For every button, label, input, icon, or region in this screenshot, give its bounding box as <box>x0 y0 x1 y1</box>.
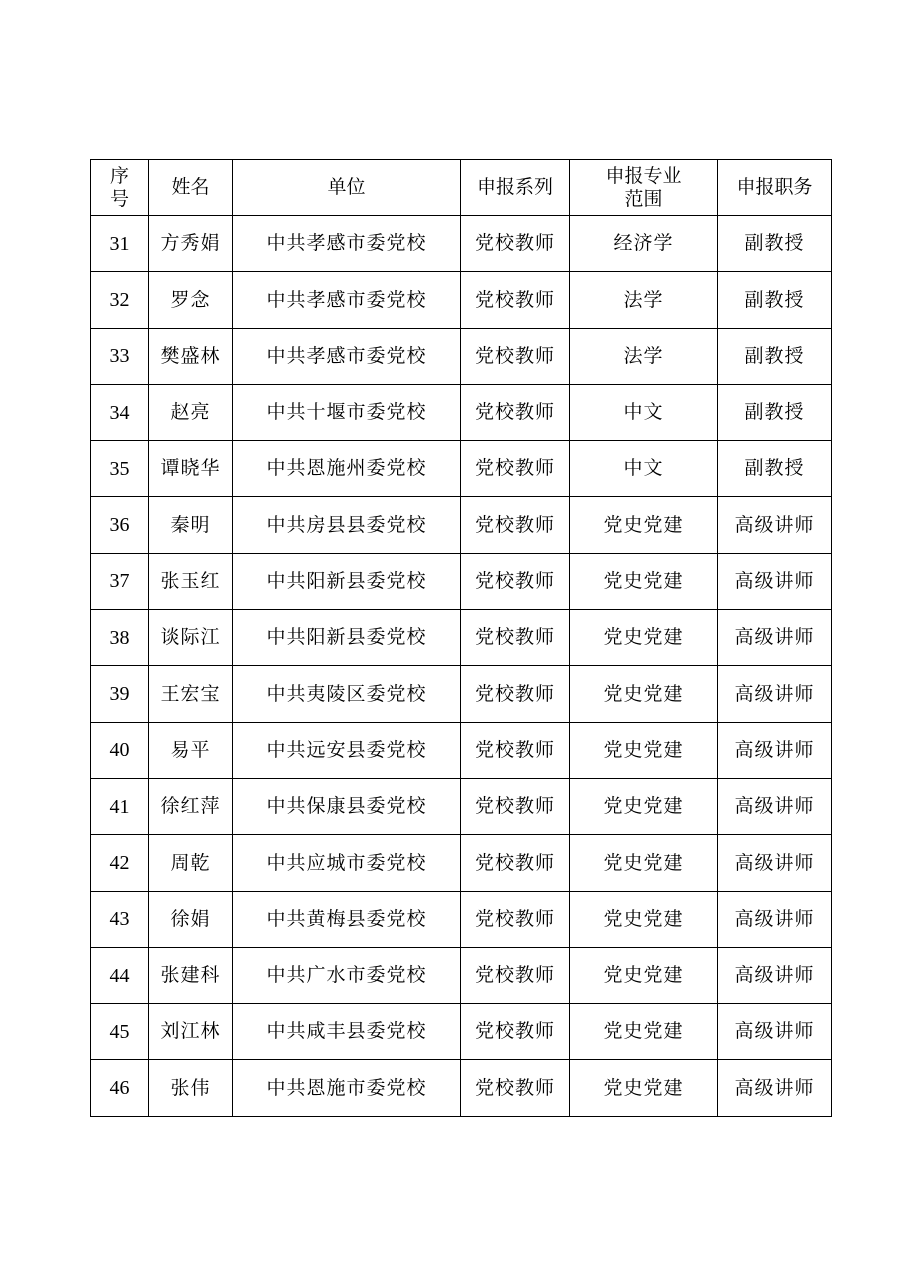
header-unit: 单位 <box>233 160 461 216</box>
cell-series: 党校教师 <box>461 610 570 666</box>
cell-name: 张建科 <box>149 947 233 1003</box>
cell-name: 秦明 <box>149 497 233 553</box>
cell-name: 刘江林 <box>149 1004 233 1060</box>
cell-title: 高级讲师 <box>718 722 832 778</box>
cell-seq: 45 <box>91 1004 149 1060</box>
cell-title: 高级讲师 <box>718 891 832 947</box>
cell-series: 党校教师 <box>461 441 570 497</box>
cell-name: 徐红萍 <box>149 778 233 834</box>
table-row <box>91 1060 832 1116</box>
cell-series: 党校教师 <box>461 891 570 947</box>
header-seq-line1: 序 <box>109 164 129 187</box>
cell-scope: 中文 <box>570 384 718 440</box>
cell-scope: 党史党建 <box>570 947 718 1003</box>
cell-series: 党校教师 <box>461 384 570 440</box>
cell-unit: 中共夷陵区委党校 <box>233 666 461 722</box>
cell-unit: 中共阳新县委党校 <box>233 553 461 609</box>
cell-title: 高级讲师 <box>718 553 832 609</box>
table-row <box>91 778 832 834</box>
cell-scope: 党史党建 <box>570 666 718 722</box>
cell-title: 高级讲师 <box>718 1060 832 1116</box>
cell-name: 樊盛林 <box>149 328 233 384</box>
cell-series: 党校教师 <box>461 947 570 1003</box>
cell-unit: 中共广水市委党校 <box>233 947 461 1003</box>
cell-name: 易平 <box>149 722 233 778</box>
cell-title: 高级讲师 <box>718 947 832 1003</box>
cell-seq: 40 <box>91 722 149 778</box>
table-body <box>91 216 832 1117</box>
table-row <box>91 891 832 947</box>
header-seq <box>91 160 149 216</box>
cell-seq: 33 <box>91 328 149 384</box>
header-title: 申报职务 <box>718 160 832 216</box>
cell-series: 党校教师 <box>461 1060 570 1116</box>
cell-series: 党校教师 <box>461 666 570 722</box>
cell-scope: 党史党建 <box>570 835 718 891</box>
table-row <box>91 553 832 609</box>
cell-seq: 38 <box>91 610 149 666</box>
cell-name: 罗念 <box>149 272 233 328</box>
cell-series: 党校教师 <box>461 497 570 553</box>
table-row <box>91 328 832 384</box>
cell-scope: 党史党建 <box>570 553 718 609</box>
cell-seq: 31 <box>91 216 149 272</box>
cell-scope: 党史党建 <box>570 1060 718 1116</box>
cell-title: 副教授 <box>718 272 832 328</box>
cell-seq: 35 <box>91 441 149 497</box>
cell-name: 张玉红 <box>149 553 233 609</box>
header-series: 申报系列 <box>461 160 570 216</box>
header-name: 姓名 <box>149 160 233 216</box>
cell-scope: 党史党建 <box>570 722 718 778</box>
cell-title: 高级讲师 <box>718 610 832 666</box>
table-row <box>91 384 832 440</box>
cell-seq: 46 <box>91 1060 149 1116</box>
applicant-table <box>90 159 832 1117</box>
cell-series: 党校教师 <box>461 835 570 891</box>
cell-scope: 中文 <box>570 441 718 497</box>
table-row <box>91 1004 832 1060</box>
header-seq-line2: 号 <box>109 187 129 210</box>
cell-series: 党校教师 <box>461 553 570 609</box>
cell-seq: 34 <box>91 384 149 440</box>
table-row <box>91 441 832 497</box>
cell-title: 副教授 <box>718 384 832 440</box>
cell-title: 副教授 <box>718 441 832 497</box>
cell-scope: 法学 <box>570 272 718 328</box>
cell-title: 高级讲师 <box>718 497 832 553</box>
cell-series: 党校教师 <box>461 328 570 384</box>
cell-scope: 党史党建 <box>570 891 718 947</box>
cell-name: 周乾 <box>149 835 233 891</box>
cell-scope: 经济学 <box>570 216 718 272</box>
cell-unit: 中共黄梅县委党校 <box>233 891 461 947</box>
header-scope-line1: 申报专业 <box>605 164 682 187</box>
cell-scope: 党史党建 <box>570 610 718 666</box>
cell-seq: 32 <box>91 272 149 328</box>
cell-unit: 中共保康县委党校 <box>233 778 461 834</box>
cell-title: 高级讲师 <box>718 666 832 722</box>
cell-scope: 党史党建 <box>570 1004 718 1060</box>
cell-unit: 中共咸丰县委党校 <box>233 1004 461 1060</box>
cell-series: 党校教师 <box>461 722 570 778</box>
cell-seq: 43 <box>91 891 149 947</box>
cell-seq: 37 <box>91 553 149 609</box>
cell-name: 徐娟 <box>149 891 233 947</box>
cell-title: 高级讲师 <box>718 835 832 891</box>
header-row <box>91 160 832 216</box>
table-row <box>91 216 832 272</box>
cell-unit: 中共恩施州委党校 <box>233 441 461 497</box>
cell-title: 高级讲师 <box>718 778 832 834</box>
cell-seq: 36 <box>91 497 149 553</box>
cell-series: 党校教师 <box>461 1004 570 1060</box>
cell-scope: 法学 <box>570 328 718 384</box>
cell-unit: 中共远安县委党校 <box>233 722 461 778</box>
cell-scope: 党史党建 <box>570 497 718 553</box>
cell-title: 高级讲师 <box>718 1004 832 1060</box>
cell-name: 赵亮 <box>149 384 233 440</box>
table-row <box>91 610 832 666</box>
cell-unit: 中共孝感市委党校 <box>233 328 461 384</box>
table-row <box>91 835 832 891</box>
table-row <box>91 497 832 553</box>
cell-name: 谈际江 <box>149 610 233 666</box>
cell-unit: 中共恩施市委党校 <box>233 1060 461 1116</box>
cell-unit: 中共阳新县委党校 <box>233 610 461 666</box>
cell-seq: 42 <box>91 835 149 891</box>
table-row <box>91 722 832 778</box>
cell-scope: 党史党建 <box>570 778 718 834</box>
table-row <box>91 666 832 722</box>
cell-unit: 中共房县县委党校 <box>233 497 461 553</box>
cell-unit: 中共孝感市委党校 <box>233 216 461 272</box>
table-row <box>91 947 832 1003</box>
header-scope <box>570 160 718 216</box>
cell-series: 党校教师 <box>461 216 570 272</box>
cell-seq: 41 <box>91 778 149 834</box>
cell-seq: 44 <box>91 947 149 1003</box>
cell-seq: 39 <box>91 666 149 722</box>
cell-name: 方秀娟 <box>149 216 233 272</box>
cell-name: 王宏宝 <box>149 666 233 722</box>
table-row <box>91 272 832 328</box>
header-scope-line2: 范围 <box>624 187 663 210</box>
cell-name: 张伟 <box>149 1060 233 1116</box>
cell-unit: 中共十堰市委党校 <box>233 384 461 440</box>
cell-series: 党校教师 <box>461 778 570 834</box>
cell-series: 党校教师 <box>461 272 570 328</box>
cell-title: 副教授 <box>718 328 832 384</box>
table-header <box>91 160 832 216</box>
cell-unit: 中共孝感市委党校 <box>233 272 461 328</box>
cell-name: 谭晓华 <box>149 441 233 497</box>
cell-unit: 中共应城市委党校 <box>233 835 461 891</box>
cell-title: 副教授 <box>718 216 832 272</box>
